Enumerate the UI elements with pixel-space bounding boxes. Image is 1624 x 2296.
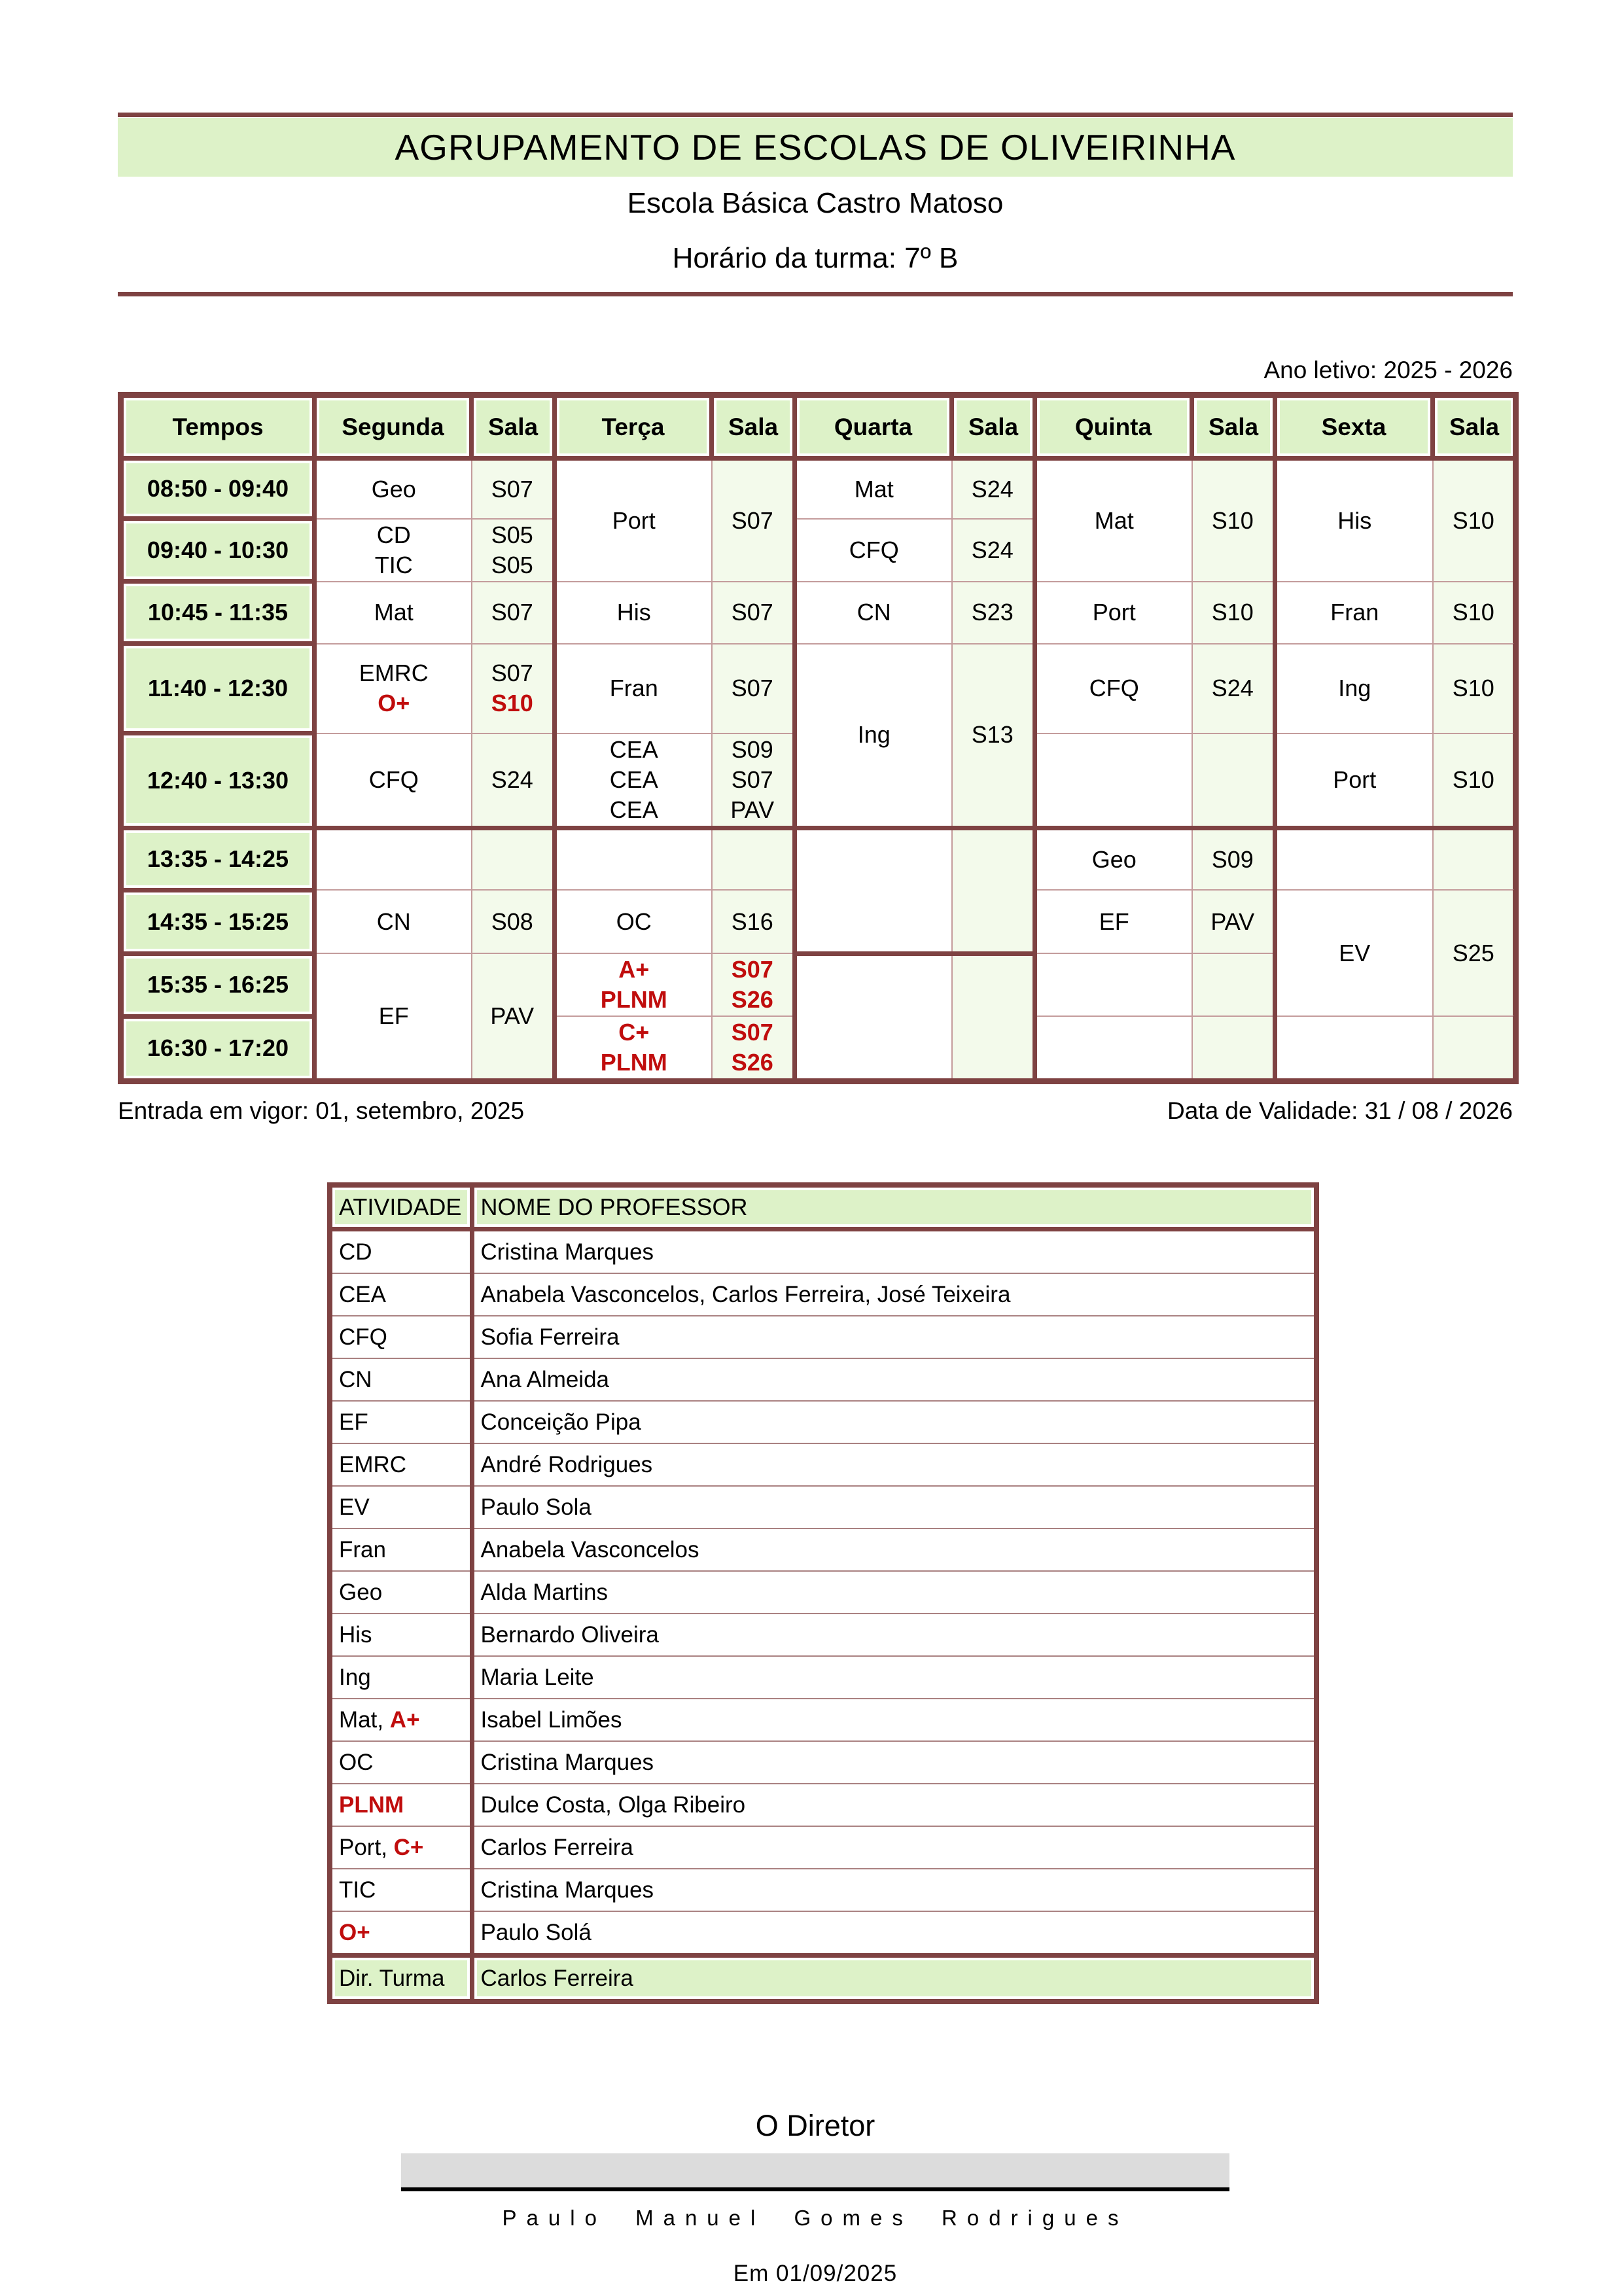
teacher-name: Sofia Ferreira <box>472 1316 1316 1358</box>
room-cell: S23 <box>952 582 1035 644</box>
activity-abbr: Ing <box>330 1656 472 1699</box>
table-row <box>330 1911 1316 1956</box>
table-row <box>330 1358 1316 1401</box>
activity-abbr: EMRC <box>330 1443 472 1486</box>
table-row <box>330 1784 1316 1826</box>
lesson-cell: EV <box>1275 890 1433 1016</box>
effective-date-note: Entrada em vigor: 01, setembro, 2025 <box>118 1097 525 1124</box>
lesson-cell: CEA CEA CEA <box>555 733 712 828</box>
class-schedule-title: Horário da turma: 7º B <box>672 242 959 274</box>
room-cell: S07 <box>472 459 555 519</box>
lesson-cell: Fran <box>555 644 712 733</box>
room-cell: S07 <box>712 644 795 733</box>
teacher-name: Paulo Solá <box>472 1911 1316 1956</box>
lesson-cell: Fran <box>1275 582 1433 644</box>
table-row <box>330 1229 1316 1274</box>
table-row <box>330 1401 1316 1443</box>
room-cell: S07 S26 <box>712 953 795 1016</box>
empty-cell <box>1192 1016 1275 1082</box>
empty-cell <box>952 953 1035 1082</box>
teacher-name: Cristina Marques <box>472 1869 1316 1911</box>
lesson-cell: Geo <box>1035 828 1192 890</box>
activity-abbr: O+ <box>330 1911 472 1956</box>
table-row <box>330 1656 1316 1699</box>
time-slot: 12:40 - 13:30 <box>121 733 315 828</box>
empty-cell <box>1035 733 1192 828</box>
time-slot: 08:50 - 09:40 <box>121 459 315 519</box>
room-cell: S10 <box>1433 644 1516 733</box>
time-slot: 16:30 - 17:20 <box>121 1016 315 1082</box>
room-cell: S24 <box>952 519 1035 582</box>
activity-abbr: OC <box>330 1741 472 1784</box>
empty-cell <box>1275 1016 1433 1082</box>
column-header-sala: Sala <box>952 395 1035 459</box>
teacher-name: Isabel Limões <box>472 1699 1316 1741</box>
room-cell: S24 <box>1192 644 1275 733</box>
column-header-sala: Sala <box>1192 395 1275 459</box>
lesson-cell: EMRC O+ <box>315 644 472 733</box>
activity-abbr: CN <box>330 1358 472 1401</box>
room-cell: S07 <box>712 582 795 644</box>
empty-cell <box>1035 953 1192 1016</box>
empty-cell <box>712 828 795 890</box>
room-cell: S13 <box>952 644 1035 828</box>
validity-date-note: Data de Validade: 31 / 08 / 2026 <box>1167 1097 1513 1124</box>
activity-abbr: CFQ <box>330 1316 472 1358</box>
table-row <box>330 1273 1316 1316</box>
lesson-cell: A+ PLNM <box>555 953 712 1016</box>
school-year-label: Ano letivo: 2025 - 2026 <box>1263 357 1513 383</box>
time-slot: 09:40 - 10:30 <box>121 519 315 582</box>
timetable-header-row <box>121 395 1516 459</box>
activity-abbr: Geo <box>330 1571 472 1614</box>
column-header-sexta: Sexta <box>1275 395 1433 459</box>
table-row <box>330 1614 1316 1656</box>
lesson-cell: CFQ <box>1035 644 1192 733</box>
room-cell: S08 <box>472 890 555 953</box>
lesson-cell: CN <box>315 890 472 953</box>
room-cell: S07 S10 <box>472 644 555 733</box>
table-row <box>330 1571 1316 1614</box>
table-row <box>330 1826 1316 1869</box>
column-header-atividade: ATIVIDADE <box>330 1185 472 1229</box>
teacher-name: Carlos Ferreira <box>472 1826 1316 1869</box>
table-row <box>330 1528 1316 1571</box>
teacher-name: Carlos Ferreira <box>472 1956 1316 2002</box>
issue-date: Em 01/09/2025 <box>733 2261 898 2286</box>
teachers-table-header-row <box>330 1185 1316 1229</box>
lesson-cell: EF <box>315 953 472 1082</box>
activity-abbr: CD <box>330 1229 472 1274</box>
empty-cell <box>1433 828 1516 890</box>
teacher-name: Conceição Pipa <box>472 1401 1316 1443</box>
activity-abbr: Dir. Turma <box>330 1956 472 2002</box>
lesson-cell: OC <box>555 890 712 953</box>
teachers-table <box>327 1182 1319 2004</box>
timetable <box>118 392 1519 1084</box>
activity-abbr: PLNM <box>330 1784 472 1826</box>
header-bottom-rule <box>118 292 1513 296</box>
column-header-sala: Sala <box>1433 395 1516 459</box>
room-cell: S24 <box>952 459 1035 519</box>
room-cell: S07 S26 <box>712 1016 795 1082</box>
timetable-row <box>121 828 1516 890</box>
activity-abbr: EV <box>330 1486 472 1528</box>
director-name: Paulo Manuel Gomes Rodrigues <box>502 2206 1129 2230</box>
empty-cell <box>315 828 472 890</box>
document-content <box>118 113 1513 2287</box>
teacher-name: Bernardo Oliveira <box>472 1614 1316 1656</box>
time-slot: 14:35 - 15:25 <box>121 890 315 953</box>
room-cell: S09 S07 PAV <box>712 733 795 828</box>
teacher-name: Paulo Sola <box>472 1486 1316 1528</box>
lesson-cell: CFQ <box>315 733 472 828</box>
lesson-cell: Port <box>555 459 712 582</box>
empty-cell <box>952 828 1035 953</box>
table-row <box>330 1699 1316 1741</box>
activity-abbr: Port, C+ <box>330 1826 472 1869</box>
activity-abbr: TIC <box>330 1869 472 1911</box>
teacher-name: Cristina Marques <box>472 1229 1316 1274</box>
lesson-cell: Geo <box>315 459 472 519</box>
lesson-cell: EF <box>1035 890 1192 953</box>
table-row <box>330 1741 1316 1784</box>
validity-notes <box>118 1097 1513 1125</box>
teacher-name: Ana Almeida <box>472 1358 1316 1401</box>
teacher-name: André Rodrigues <box>472 1443 1316 1486</box>
director-title: O Diretor <box>755 2109 875 2142</box>
table-row <box>330 1316 1316 1358</box>
activity-abbr: Mat, A+ <box>330 1699 472 1741</box>
lesson-cell: C+ PLNM <box>555 1016 712 1082</box>
lesson-cell: CD TIC <box>315 519 472 582</box>
time-slot: 13:35 - 14:25 <box>121 828 315 890</box>
school-group-title: AGRUPAMENTO DE ESCOLAS DE OLIVEIRINHA <box>118 118 1513 177</box>
lesson-cell: CN <box>795 582 952 644</box>
empty-cell <box>795 828 952 953</box>
timetable-row <box>121 644 1516 733</box>
room-cell: S25 <box>1433 890 1516 1016</box>
room-cell: PAV <box>472 953 555 1082</box>
room-cell: S07 <box>712 459 795 582</box>
room-cell: S10 <box>1433 582 1516 644</box>
room-cell: S10 <box>1433 733 1516 828</box>
column-header-sala: Sala <box>472 395 555 459</box>
activity-abbr: EF <box>330 1401 472 1443</box>
room-cell: S09 <box>1192 828 1275 890</box>
table-row <box>330 1486 1316 1528</box>
lesson-cell: Mat <box>795 459 952 519</box>
empty-cell <box>555 828 712 890</box>
empty-cell <box>1192 733 1275 828</box>
school-name: Escola Básica Castro Matoso <box>627 187 1004 219</box>
empty-cell <box>1035 1016 1192 1082</box>
lesson-cell: Mat <box>1035 459 1192 582</box>
teacher-name: Alda Martins <box>472 1571 1316 1614</box>
empty-cell <box>1275 828 1433 890</box>
teacher-name: Maria Leite <box>472 1656 1316 1699</box>
column-header-tempos: Tempos <box>121 395 315 459</box>
room-cell: S16 <box>712 890 795 953</box>
time-slot: 15:35 - 16:25 <box>121 953 315 1016</box>
empty-cell <box>795 953 952 1082</box>
lesson-cell: Mat <box>315 582 472 644</box>
teacher-name: Cristina Marques <box>472 1741 1316 1784</box>
room-cell: PAV <box>1192 890 1275 953</box>
header-top-rule <box>118 113 1513 117</box>
room-cell: S10 <box>1192 459 1275 582</box>
lesson-cell: Port <box>1275 733 1433 828</box>
activity-abbr: Fran <box>330 1528 472 1571</box>
time-slot: 10:45 - 11:35 <box>121 582 315 644</box>
lesson-cell: His <box>1275 459 1433 582</box>
timetable-row <box>121 459 1516 519</box>
activity-abbr: His <box>330 1614 472 1656</box>
column-header-quarta: Quarta <box>795 395 952 459</box>
lesson-cell: CFQ <box>795 519 952 582</box>
table-row <box>330 1443 1316 1486</box>
table-row-class-director <box>330 1956 1316 2002</box>
room-cell: S10 <box>1433 459 1516 582</box>
teacher-name: Dulce Costa, Olga Ribeiro <box>472 1784 1316 1826</box>
activity-abbr: CEA <box>330 1273 472 1316</box>
lesson-cell: Ing <box>795 644 952 828</box>
room-cell: S05 S05 <box>472 519 555 582</box>
teacher-name: Anabela Vasconcelos <box>472 1528 1316 1571</box>
signature-area <box>401 2153 1229 2191</box>
room-cell: S07 <box>472 582 555 644</box>
column-header-segunda: Segunda <box>315 395 472 459</box>
empty-cell <box>472 828 555 890</box>
lesson-cell: Port <box>1035 582 1192 644</box>
empty-cell <box>1433 1016 1516 1082</box>
lesson-cell: His <box>555 582 712 644</box>
column-header-quinta: Quinta <box>1035 395 1192 459</box>
column-header-sala: Sala <box>712 395 795 459</box>
column-header-professor: NOME DO PROFESSOR <box>472 1185 1316 1229</box>
lesson-cell: Ing <box>1275 644 1433 733</box>
empty-cell <box>1192 953 1275 1016</box>
teacher-name: Anabela Vasconcelos, Carlos Ferreira, José Teixeira <box>472 1273 1316 1316</box>
time-slot: 11:40 - 12:30 <box>121 644 315 733</box>
room-cell: S10 <box>1192 582 1275 644</box>
table-row <box>330 1869 1316 1911</box>
room-cell: S24 <box>472 733 555 828</box>
column-header-terca: Terça <box>555 395 712 459</box>
timetable-row <box>121 582 1516 644</box>
